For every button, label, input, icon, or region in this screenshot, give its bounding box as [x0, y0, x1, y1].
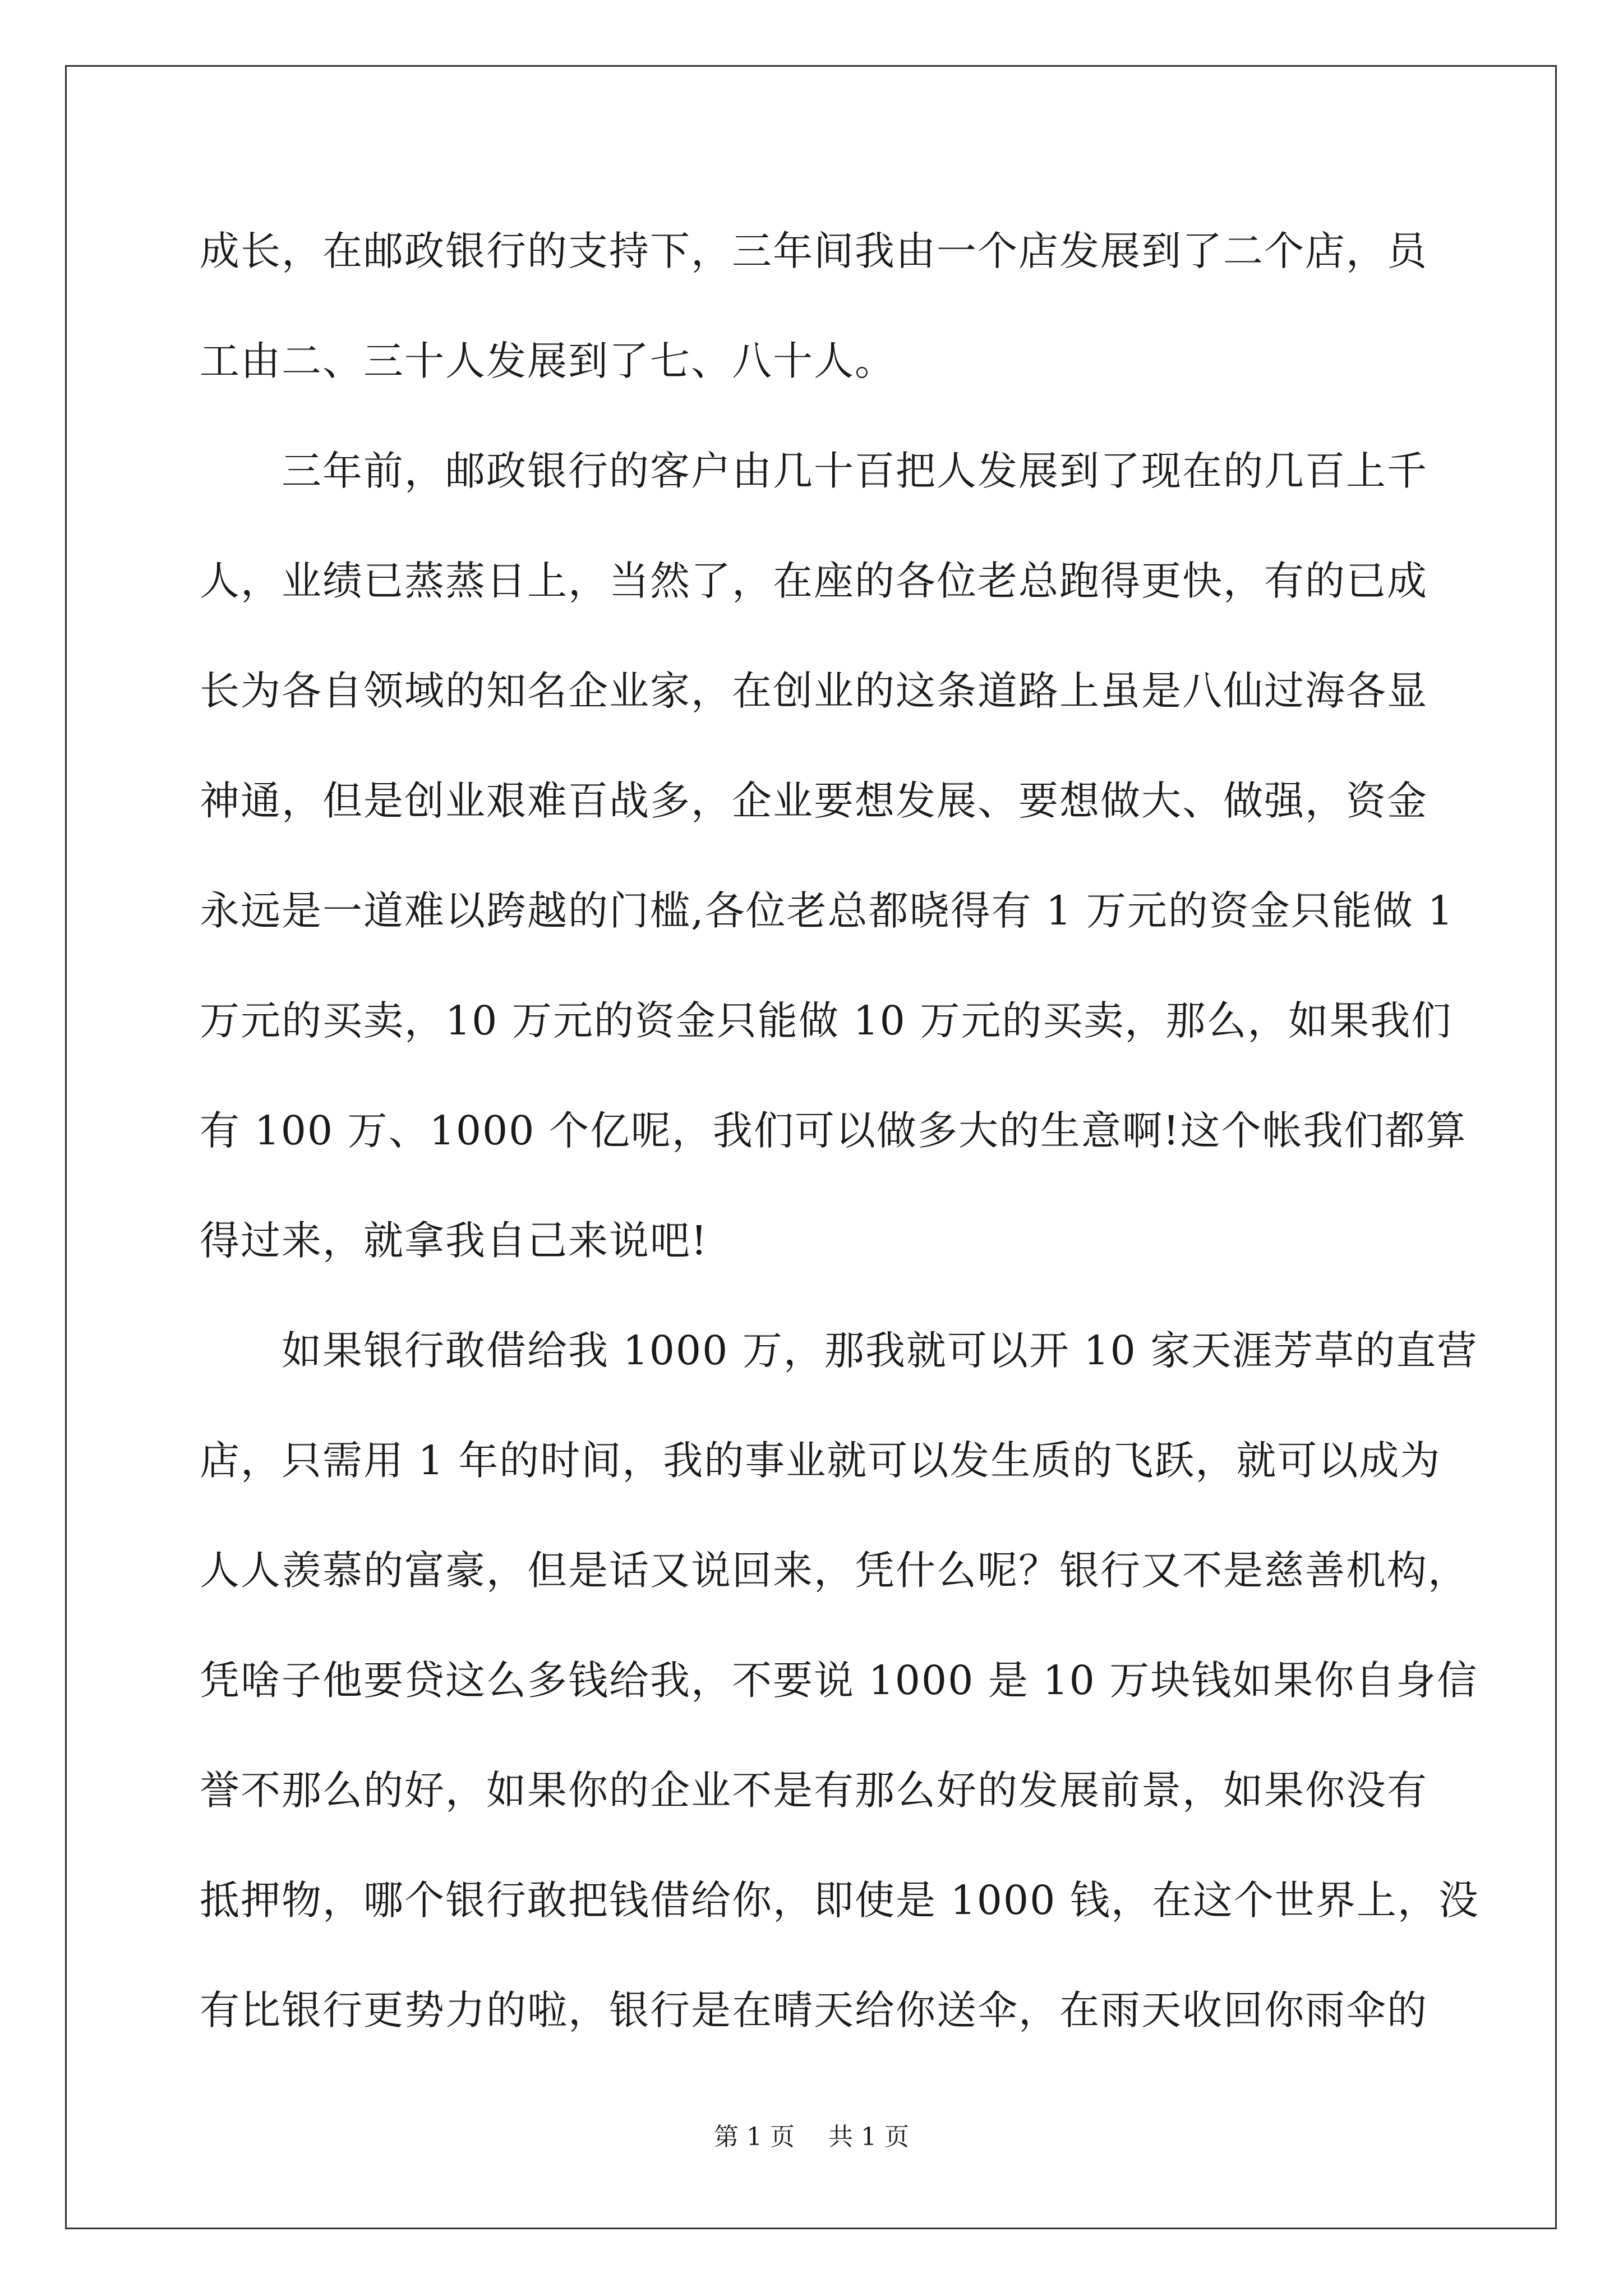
text-line: 如果银行敢借给我 1000 万，那我就可以开 10 家天涯芳草的直营 — [200, 1327, 1478, 1374]
text-line: 神通，但是创业艰难百战多，企业要想发展、要想做大、做强，资金 — [200, 777, 1428, 824]
text-line: 人，业绩已蒸蒸日上，当然了，在座的各位老总跑得更快，有的已成 — [200, 558, 1428, 604]
text-line: 永远是一道难以跨越的门槛,各位老总都晓得有 1 万元的资金只能做 1 — [200, 887, 1454, 934]
page-footer — [0, 2120, 1623, 2154]
text-line: 店，只需用 1 年的时间，我的事业就可以发生质的飞跃，就可以成为 — [200, 1437, 1441, 1484]
text-line: 得过来，就拿我自己来说吧! — [200, 1217, 708, 1264]
text-line: 有比银行更势力的啦，银行是在晴天给你送伞，在雨天收回你雨伞的 — [200, 1987, 1428, 2033]
page-number-current: 第 1 页 — [714, 2123, 795, 2151]
text-line: 抵押物，哪个银行敢把钱借给你，即使是 1000 钱，在这个世界上，没 — [200, 1877, 1479, 1924]
text-line: 人人羡慕的富豪，但是话又说回来，凭什么呢？银行又不是慈善机构， — [200, 1547, 1469, 1594]
text-line: 誉不那么的好，如果你的企业不是有那么好的发展前景，如果你没有 — [200, 1767, 1428, 1814]
text-line: 工由二、三十人发展到了七、八十人。 — [200, 338, 896, 384]
page-number-total: 共 1 页 — [828, 2123, 909, 2151]
text-line: 成长，在邮政银行的支持下，三年间我由一个店发展到了二个店，员 — [200, 228, 1428, 274]
text-line: 有 100 万、1000 个亿呢，我们可以做多大的生意啊!这个帐我们都算 — [200, 1107, 1467, 1154]
text-line: 三年前，邮政银行的客户由几十百把人发展到了现在的几百上千 — [200, 448, 1428, 494]
text-line: 万元的买卖，10 万元的资金只能做 10 万元的买卖，那么，如果我们 — [200, 997, 1453, 1044]
text-line: 凭啥子他要贷这么多钱给我，不要说 1000 是 10 万块钱如果你自身信 — [200, 1657, 1478, 1704]
text-line: 长为各自领域的知名企业家，在创业的这条道路上虽是八仙过海各显 — [200, 668, 1428, 714]
document-body — [200, 213, 1479, 2082]
